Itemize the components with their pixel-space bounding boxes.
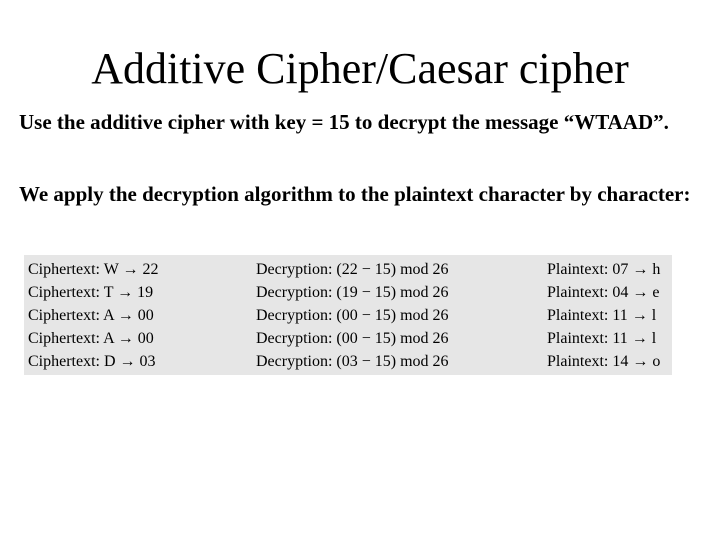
table-row [24, 281, 672, 304]
decryption-cell: Decryption: (03 − 15) mod 26 [256, 353, 449, 370]
ciphertext-cell: Ciphertext: T → 19 [28, 284, 154, 301]
ciphertext-cell: Ciphertext: A → 00 [28, 307, 154, 324]
ciphertext-cell: Ciphertext: D → 03 [28, 353, 156, 370]
decryption-cell: Decryption: (19 − 15) mod 26 [256, 284, 449, 301]
decryption-cell: Decryption: (22 − 15) mod 26 [256, 261, 449, 278]
decryption-cell: Decryption: (00 − 15) mod 26 [256, 330, 449, 347]
plaintext-cell: Plaintext: 11 → l [547, 307, 657, 324]
ciphertext-cell: Ciphertext: A → 00 [28, 330, 154, 347]
plaintext-cell: Plaintext: 14 → o [547, 353, 661, 370]
plaintext-cell: Plaintext: 11 → l [547, 330, 657, 347]
ciphertext-cell: Ciphertext: W → 22 [28, 261, 159, 278]
table-row [24, 327, 672, 350]
solution-intro: We apply the decryption algorithm to the plaintext character by character: [19, 182, 691, 206]
decryption-cell: Decryption: (00 − 15) mod 26 [256, 307, 449, 324]
problem-statement: Use the additive cipher with key = 15 to decrypt the message “WTAAD”. [19, 110, 669, 134]
table-row [24, 350, 672, 373]
plaintext-cell: Plaintext: 04 → e [547, 284, 660, 301]
slide-title: Additive Cipher/Caesar cipher [91, 44, 629, 93]
plaintext-cell: Plaintext: 07 → h [547, 261, 661, 278]
decryption-table [24, 255, 672, 375]
table-row [24, 258, 672, 281]
table-row [24, 304, 672, 327]
